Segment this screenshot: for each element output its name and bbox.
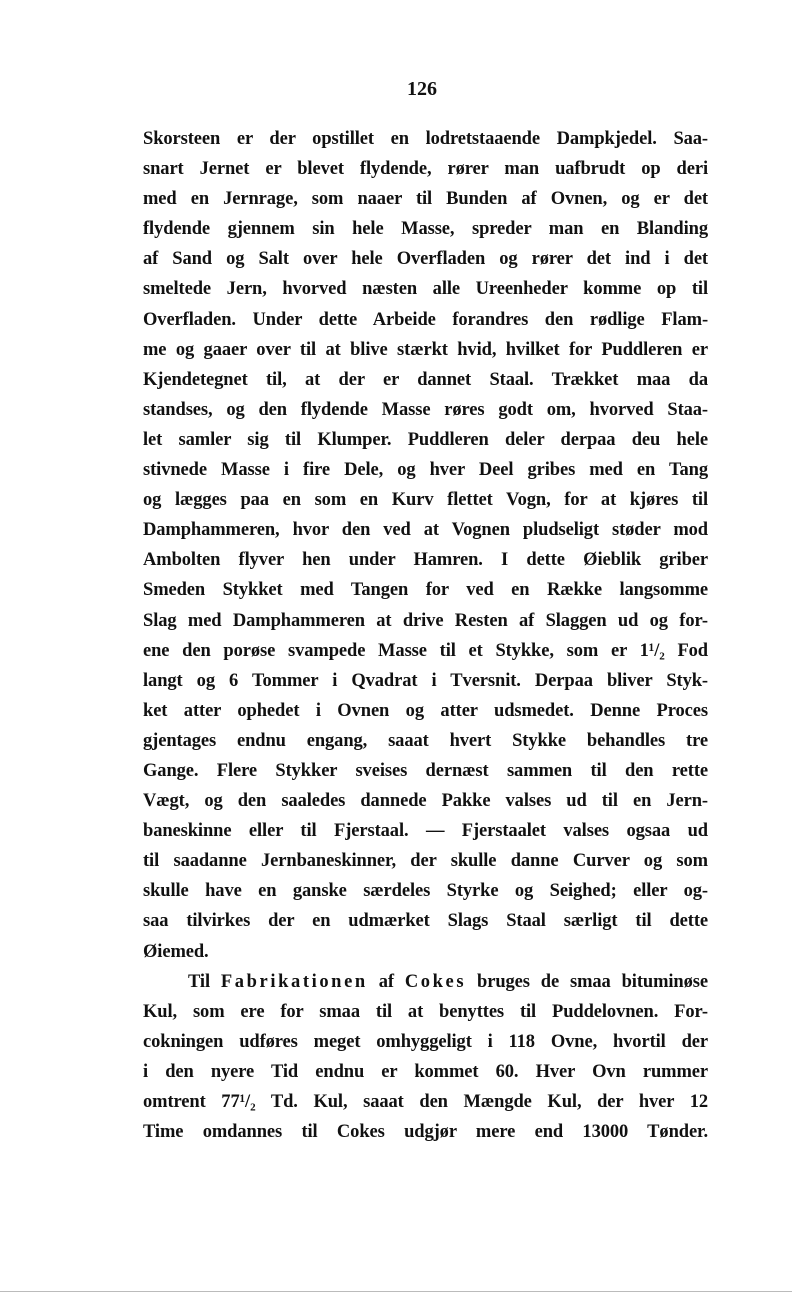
text-line: af Sand og Salt over hele Overfladen og rører det ind i det	[143, 249, 708, 270]
text-line: skulle have en ganske særdeles Styrke og Seighed; eller og-	[143, 881, 708, 902]
paragraph-1	[143, 124, 708, 967]
text-line: baneskinne eller til Fjerstaal. — Fjerstaalet valses ogsaa ud	[143, 821, 708, 842]
text-line: i den nyere Tid endnu er kommet 60. Hver Ovn rummer	[143, 1061, 708, 1082]
text-line: smeltede Jern, hvorved næsten alle Ureenheder komme op til	[143, 279, 708, 300]
text-line: Vægt, og den saaledes dannede Pakke valses ud til en Jern-	[143, 791, 708, 812]
text-line: Smeden Stykket med Tangen for ved en Række langsomme	[143, 580, 708, 601]
text-line: ket atter ophedet i Ovnen og atter udsmedet. Denne Proces	[143, 700, 708, 721]
text-line: og lægges paa en som en Kurv flettet Vogn, for at kjøres til	[143, 490, 708, 511]
text-line: stivnede Masse i fire Dele, og hver Deel gribes med en Tang	[143, 460, 708, 481]
paragraph-2	[143, 967, 708, 1148]
text-line: Overfladen. Under dette Arbeide forandres den rødlige Flam-	[143, 309, 708, 330]
text-line: Gange. Flere Stykker sveises dernæst sammen til den rette	[143, 760, 708, 781]
text-line: Ambolten flyver hen under Hamren. I dette Øieblik griber	[143, 550, 708, 571]
text-line: til saadanne Jernbaneskinner, der skulle danne Curver og som	[143, 851, 708, 872]
text-line: Time omdannes til Cokes udgjør mere end 13000 Tønder.	[143, 1122, 708, 1143]
text-line: let samler sig til Klumper. Puddleren deler derpaa deu hele	[143, 429, 708, 450]
text-span: Til	[188, 971, 210, 992]
text-line: Kul, som ere for smaa til at benyttes til Puddelovnen. For-	[143, 1001, 708, 1022]
text-line: saa tilvirkes der en udmærket Slags Staal særligt til dette	[143, 911, 708, 932]
text-line: Skorsteen er der opstillet en lodretstaaende Dampkjedel. Saa-	[143, 129, 708, 149]
text-line: snart Jernet er blevet flydende, rører man uafbrudt op deri	[143, 159, 708, 180]
text-span: bruges de smaa bituminøse	[477, 971, 708, 992]
text-line: Kjendetegnet til, at der er dannet Staal. Trækket maa da	[143, 369, 708, 390]
text-line: flydende gjennem sin hele Masse, spreder man en Blanding	[143, 219, 708, 240]
page-edge-divider	[0, 1291, 792, 1292]
text-line: me og gaaer over til at blive stærkt hvid, hvilket for Puddleren er	[143, 339, 708, 360]
text-line: omtrent 77¹/₂ Td. Kul, saaat den Mængde Kul, der hver 12	[143, 1092, 708, 1112]
emphasized-term: Fabrikationen	[220, 971, 368, 992]
text-line: ene den porøse svampede Masse til et Stykke, som er 1¹/₂ Fod	[143, 640, 708, 661]
text-line: Øiemed.	[143, 941, 209, 962]
text-line: Slag med Damphammeren at drive Resten af Slaggen ud og for-	[143, 610, 708, 631]
page-number: 126	[407, 78, 437, 100]
body-text	[143, 124, 708, 1147]
text-line: standses, og den flydende Masse røres godt om, hvorved Staa-	[143, 399, 708, 420]
text-line: langt og 6 Tommer i Qvadrat i Tversnit. Derpaa bliver Styk-	[143, 670, 708, 691]
text-line: Damphammeren, hvor den ved at Vognen pludseligt støder mod	[143, 520, 708, 541]
text-line	[143, 967, 708, 997]
text-line: med en Jernrage, som naaer til Bunden af Ovnen, og er det	[143, 189, 708, 210]
text-span: af	[378, 971, 394, 992]
emphasized-term: Cokes	[404, 971, 467, 992]
text-line: gjentages endnu engang, saaat hvert Stykke behandles tre	[143, 730, 708, 751]
text-line: cokningen udføres meget omhyggeligt i 118 Ovne, hvortil der	[143, 1031, 708, 1052]
